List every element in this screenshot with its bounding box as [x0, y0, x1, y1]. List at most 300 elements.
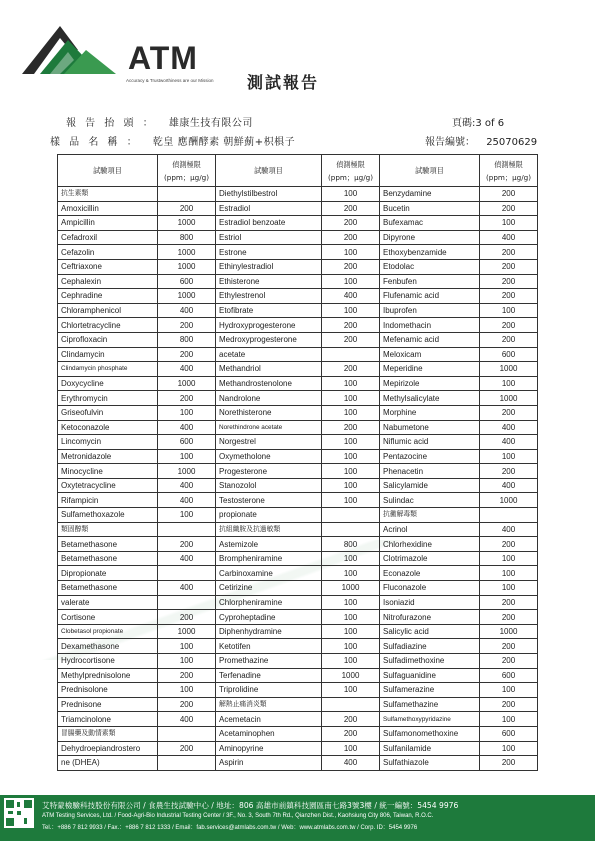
detection-limit-cell: 200 [158, 201, 216, 216]
page-value: 3 of 6 [475, 118, 505, 129]
test-item-cell: Oxytetracycline [58, 478, 158, 493]
test-item-cell: Sulfamethoxypyridazine [380, 712, 480, 727]
test-item-cell: Methylsalicylate [380, 391, 480, 406]
detection-limit-cell: 800 [322, 537, 380, 552]
table-row [58, 303, 538, 318]
detection-limit-cell: 100 [480, 303, 538, 318]
detection-limit-cell: 1000 [158, 245, 216, 260]
test-item-cell: Medroxyprogesterone [216, 332, 322, 347]
table-row [58, 318, 538, 333]
test-item-cell: Dehydroepiandrostero [58, 741, 158, 756]
test-item-cell: Sulfamonomethoxine [380, 726, 480, 741]
detection-limit-cell: 400 [480, 435, 538, 450]
detection-limit-cell: 100 [322, 405, 380, 420]
detection-limit-cell: 400 [322, 289, 380, 304]
detection-limit-cell: 100 [322, 435, 380, 450]
test-item-cell: Dipropionate [58, 566, 158, 581]
test-item-cell: Dexamethasone [58, 639, 158, 654]
detection-limit-cell: 100 [480, 449, 538, 464]
test-item-cell: Norethisterone [216, 405, 322, 420]
table-row [58, 420, 538, 435]
test-item-cell: Astemizole [216, 537, 322, 552]
test-item-cell: Testosterone [216, 493, 322, 508]
table-row [58, 216, 538, 231]
detection-limit-cell: 400 [158, 493, 216, 508]
test-item-cell: Clotrimazole [380, 551, 480, 566]
test-item-cell: Methandrostenolone [216, 376, 322, 391]
sample-name-line [50, 133, 295, 148]
detection-limit-cell: 200 [322, 712, 380, 727]
detection-limit-cell: 400 [158, 303, 216, 318]
test-item-cell: Aminopyrine [216, 741, 322, 756]
test-item-cell: Bufexamac [380, 216, 480, 231]
detection-limit-cell [322, 522, 380, 537]
test-item-cell: Salicylamide [380, 478, 480, 493]
table-row [58, 756, 538, 771]
detection-limit-cell: 600 [480, 347, 538, 362]
detection-limit-cell: 200 [480, 332, 538, 347]
detection-limit-cell: 200 [158, 318, 216, 333]
test-item-cell: Griseofulvin [58, 405, 158, 420]
table-row [58, 230, 538, 245]
detection-limit-cell: 100 [480, 712, 538, 727]
report-title-label: 報 告 抬 頭 ： [66, 118, 156, 129]
test-item-cell: Estriol [216, 230, 322, 245]
detection-limit-cell: 400 [158, 362, 216, 377]
test-item-cell: Sulfamethazine [380, 697, 480, 712]
header-test-item: 試驗項目 [58, 155, 158, 187]
table-row [58, 654, 538, 669]
detection-limit-cell: 400 [480, 478, 538, 493]
test-item-cell: Benzydamine [380, 187, 480, 202]
detection-limit-cell: 1000 [480, 624, 538, 639]
table-row [58, 508, 538, 523]
detection-limit-cell: 100 [322, 245, 380, 260]
detection-limit-cell: 600 [480, 668, 538, 683]
detection-limit-cell: 1000 [158, 464, 216, 479]
test-item-cell: Fenbufen [380, 274, 480, 289]
test-item-cell: Aspirin [216, 756, 322, 771]
test-item-cell: Norgestrel [216, 435, 322, 450]
test-item-cell: Nabumetone [380, 420, 480, 435]
test-item-cell: Indomethacin [380, 318, 480, 333]
detection-limit-cell: 200 [480, 259, 538, 274]
detection-limit-cell: 200 [480, 245, 538, 260]
test-item-cell: Fluconazole [380, 581, 480, 596]
test-item-cell: Isoniazid [380, 595, 480, 610]
table-row [58, 595, 538, 610]
detection-limit-cell: 100 [322, 683, 380, 698]
test-item-cell: Prednisone [58, 697, 158, 712]
detection-limit-cell [322, 347, 380, 362]
test-item-cell: Etodolac [380, 259, 480, 274]
results-table [57, 154, 538, 771]
footer-line-1: 艾特蒙檢驗科技股份有限公司 / 食農生技試驗中心 / 地址：806 高雄市前鎮科技園區南七路3號3樓 / 統一編號：5454 9976 [42, 801, 459, 810]
test-item-cell: Sulfadimethoxine [380, 654, 480, 669]
table-row [58, 478, 538, 493]
test-item-cell: Meloxicam [380, 347, 480, 362]
test-item-cell: Erythromycin [58, 391, 158, 406]
detection-limit-cell: 400 [480, 230, 538, 245]
detection-limit-cell [158, 726, 216, 741]
detection-limit-cell: 200 [322, 259, 380, 274]
detection-limit-cell: 200 [158, 741, 216, 756]
detection-limit-cell: 1000 [158, 259, 216, 274]
test-item-cell: Mepirizole [380, 376, 480, 391]
detection-limit-cell: 1000 [158, 376, 216, 391]
test-item-cell: propionate [216, 508, 322, 523]
table-row [58, 537, 538, 552]
detection-limit-cell: 1000 [322, 581, 380, 596]
qr-code-icon [4, 798, 34, 828]
test-item-cell: Econazole [380, 566, 480, 581]
test-item-cell: Sulindac [380, 493, 480, 508]
detection-limit-cell: 600 [158, 274, 216, 289]
detection-limit-cell: 1000 [480, 391, 538, 406]
table-row [58, 259, 538, 274]
detection-limit-cell: 800 [158, 230, 216, 245]
test-item-cell: Ethylestrenol [216, 289, 322, 304]
table-row [58, 435, 538, 450]
test-item-cell: Betamethasone [58, 581, 158, 596]
test-item-cell: Clobetasol propionate [58, 624, 158, 639]
table-row [58, 376, 538, 391]
table-row [58, 522, 538, 537]
detection-limit-cell: 200 [480, 289, 538, 304]
table-row [58, 581, 538, 596]
detection-limit-cell: 100 [322, 566, 380, 581]
detection-limit-cell: 1000 [480, 362, 538, 377]
table-row [58, 332, 538, 347]
table-row [58, 289, 538, 304]
test-item-cell: Mefenamic acid [380, 332, 480, 347]
table-row [58, 668, 538, 683]
test-item-cell: acetate [216, 347, 322, 362]
test-item-cell: Estradiol benzoate [216, 216, 322, 231]
table-row [58, 405, 538, 420]
report-number [425, 133, 537, 148]
detection-limit-cell: 100 [322, 303, 380, 318]
test-item-cell: Metronidazole [58, 449, 158, 464]
detection-limit-cell: 100 [480, 741, 538, 756]
detection-limit-cell: 400 [480, 420, 538, 435]
test-item-cell: Chlorpheniramine [216, 595, 322, 610]
test-item-cell: Cyproheptadine [216, 610, 322, 625]
detection-limit-cell: 600 [480, 726, 538, 741]
detection-limit-cell: 400 [158, 581, 216, 596]
page-number [452, 114, 504, 129]
table-row [58, 362, 538, 377]
table-row [58, 566, 538, 581]
test-item-cell: Nitrofurazone [380, 610, 480, 625]
test-item-cell: Progesterone [216, 464, 322, 479]
test-item-cell: Sulfamerazine [380, 683, 480, 698]
table-body [58, 187, 538, 771]
test-item-cell: Nandrolone [216, 391, 322, 406]
table-row [58, 201, 538, 216]
detection-limit-cell: 200 [158, 668, 216, 683]
report-no-value: 25070629 [486, 137, 538, 148]
test-item-cell: Sulfadiazine [380, 639, 480, 654]
logo-tagline: Accuracy & Trustworthiness are our Mission [126, 78, 214, 83]
detection-limit-cell: 100 [322, 551, 380, 566]
test-item-cell: Ethisterone [216, 274, 322, 289]
header-detection-limit: 偵測極限 (ppm；μg/g) [158, 155, 216, 187]
test-item-cell: 抗組織胺及抗過敏類 [216, 522, 322, 537]
header-detection-limit: 偵測極限 (ppm；μg/g) [322, 155, 380, 187]
test-item-cell: Dipyrone [380, 230, 480, 245]
test-item-cell: Rifampicin [58, 493, 158, 508]
detection-limit-cell: 100 [322, 391, 380, 406]
test-item-cell: Morphine [380, 405, 480, 420]
sample-name-label: 樣 品 名 稱 ： [50, 137, 140, 148]
detection-limit-cell: 200 [158, 610, 216, 625]
table-row [58, 493, 538, 508]
detection-limit-cell [158, 595, 216, 610]
detection-limit-cell: 100 [480, 376, 538, 391]
test-item-cell: Cephradine [58, 289, 158, 304]
test-item-cell: Triamcinolone [58, 712, 158, 727]
detection-limit-cell: 100 [322, 639, 380, 654]
detection-limit-cell: 200 [322, 726, 380, 741]
detection-limit-cell: 200 [480, 318, 538, 333]
test-item-cell: Diethylstilbestrol [216, 187, 322, 202]
table-row [58, 741, 538, 756]
detection-limit-cell [322, 508, 380, 523]
table-row [58, 610, 538, 625]
header-test-item: 試驗項目 [216, 155, 322, 187]
detection-limit-cell: 800 [158, 332, 216, 347]
table-row [58, 697, 538, 712]
test-item-cell: Cetirizine [216, 581, 322, 596]
test-item-cell: Brompheniramine [216, 551, 322, 566]
logo-wordmark: ATM [128, 40, 198, 76]
detection-limit-cell: 600 [158, 435, 216, 450]
detection-limit-cell: 400 [158, 712, 216, 727]
table-row [58, 712, 538, 727]
detection-limit-cell: 400 [158, 478, 216, 493]
test-item-cell: Estradiol [216, 201, 322, 216]
company-logo [20, 14, 220, 83]
detection-limit-cell: 200 [480, 464, 538, 479]
test-item-cell: Chlortetracycline [58, 318, 158, 333]
detection-limit-cell: 100 [322, 274, 380, 289]
detection-limit-cell: 100 [480, 581, 538, 596]
detection-limit-cell [158, 756, 216, 771]
detection-limit-cell: 100 [158, 449, 216, 464]
detection-limit-cell: 100 [158, 683, 216, 698]
test-item-cell: Ketotifen [216, 639, 322, 654]
detection-limit-cell: 200 [480, 187, 538, 202]
detection-limit-cell: 200 [322, 318, 380, 333]
detection-limit-cell: 400 [158, 551, 216, 566]
test-item-cell: ne (DHEA) [58, 756, 158, 771]
detection-limit-cell [480, 508, 538, 523]
header-detection-limit: 偵測極限 (ppm；μg/g) [480, 155, 538, 187]
detection-limit-cell: 1000 [480, 493, 538, 508]
test-item-cell: Cefazolin [58, 245, 158, 260]
test-item-cell: Bucetin [380, 201, 480, 216]
detection-limit-cell: 100 [158, 508, 216, 523]
detection-limit-cell: 200 [158, 537, 216, 552]
test-item-cell: Prednisolone [58, 683, 158, 698]
detection-limit-cell: 100 [322, 654, 380, 669]
test-item-cell: Acemetacin [216, 712, 322, 727]
test-item-cell: Terfenadine [216, 668, 322, 683]
detection-limit-cell: 100 [480, 566, 538, 581]
table-row [58, 245, 538, 260]
test-item-cell: Cephalexin [58, 274, 158, 289]
detection-limit-cell: 1000 [158, 216, 216, 231]
test-item-cell: 冒腸藥及動情素類 [58, 726, 158, 741]
test-item-cell: Stanozolol [216, 478, 322, 493]
test-item-cell: 抗生素類 [58, 187, 158, 202]
detection-limit-cell: 100 [158, 654, 216, 669]
detection-limit-cell: 200 [480, 595, 538, 610]
test-item-cell: Methylprednisolone [58, 668, 158, 683]
test-item-cell: Clindamycin phosphate [58, 362, 158, 377]
detection-limit-cell: 200 [322, 201, 380, 216]
test-item-cell: Promethazine [216, 654, 322, 669]
test-item-cell: Hydroxyprogesterone [216, 318, 322, 333]
page-label: 頁碼: [452, 118, 476, 129]
detection-limit-cell: 1000 [158, 289, 216, 304]
report-title-line [66, 114, 253, 129]
table-row [58, 639, 538, 654]
detection-limit-cell: 400 [480, 522, 538, 537]
test-item-cell: Oxymetholone [216, 449, 322, 464]
table-row [58, 624, 538, 639]
detection-limit-cell: 100 [480, 551, 538, 566]
footer-line-2: ATM Testing Services, Ltd. / Food-Agri-Bio Industrial Testing Center / 3F., No. 3, South 7th Rd., Qianzhen Dist., Kaohsiung City 806, Taiwan, R.O.C. [42, 813, 434, 819]
test-item-cell: Sulfamethoxazole [58, 508, 158, 523]
table-row [58, 274, 538, 289]
test-item-cell: Acetaminophen [216, 726, 322, 741]
test-item-cell: Meperidine [380, 362, 480, 377]
test-item-cell: Clindamycin [58, 347, 158, 362]
report-title-value: 雄康生技有限公司 [168, 118, 253, 129]
test-item-cell: Amoxicillin [58, 201, 158, 216]
detection-limit-cell: 100 [322, 741, 380, 756]
detection-limit-cell: 200 [158, 697, 216, 712]
mountain-logo-icon [20, 14, 120, 80]
detection-limit-cell: 200 [480, 639, 538, 654]
test-item-cell: Etofibrate [216, 303, 322, 318]
test-item-cell: Hydrocortisone [58, 654, 158, 669]
test-item-cell: valerate [58, 595, 158, 610]
test-item-cell: Minocycline [58, 464, 158, 479]
test-item-cell: Chloramphenicol [58, 303, 158, 318]
detection-limit-cell: 1000 [158, 624, 216, 639]
table-row [58, 391, 538, 406]
test-item-cell: Ethoxybenzamide [380, 245, 480, 260]
test-item-cell: Betamethasone [58, 537, 158, 552]
test-item-cell: Cortisone [58, 610, 158, 625]
test-item-cell: Norethindrone acetate [216, 420, 322, 435]
detection-limit-cell: 100 [322, 464, 380, 479]
table-row [58, 464, 538, 479]
test-item-cell: 解熱止痛消炎類 [216, 697, 322, 712]
test-item-cell: Chlorhexidine [380, 537, 480, 552]
test-item-cell: Diphenhydramine [216, 624, 322, 639]
detection-limit-cell: 100 [480, 216, 538, 231]
test-item-cell: 抗黴解毒類 [380, 508, 480, 523]
test-item-cell: Ketoconazole [58, 420, 158, 435]
detection-limit-cell: 200 [480, 405, 538, 420]
detection-limit-cell: 200 [322, 420, 380, 435]
detection-limit-cell: 1000 [322, 668, 380, 683]
detection-limit-cell: 100 [322, 595, 380, 610]
detection-limit-cell: 200 [480, 201, 538, 216]
test-item-cell: Lincomycin [58, 435, 158, 450]
test-item-cell: Sulfanilamide [380, 741, 480, 756]
detection-limit-cell: 200 [158, 391, 216, 406]
table-row [58, 187, 538, 202]
footer-line-3: Tel.：+886 7 812 9933 / Fax.：+886 7 812 1333 / Email：fab.services@atmlabs.com.tw / Web：www.atmlabs.com.tw / Corp. ID：5454 9976 [42, 825, 418, 831]
table-row [58, 449, 538, 464]
test-item-cell: Niflumic acid [380, 435, 480, 450]
test-item-cell: Doxycycline [58, 376, 158, 391]
test-item-cell: Ampicillin [58, 216, 158, 231]
detection-limit-cell: 100 [480, 683, 538, 698]
detection-limit-cell: 100 [322, 493, 380, 508]
detection-limit-cell: 200 [158, 347, 216, 362]
table-row [58, 726, 538, 741]
table-row [58, 683, 538, 698]
detection-limit-cell: 200 [480, 697, 538, 712]
test-item-cell: Phenacetin [380, 464, 480, 479]
detection-limit-cell: 100 [322, 449, 380, 464]
detection-limit-cell: 400 [322, 756, 380, 771]
detection-limit-cell [322, 697, 380, 712]
sample-name-value: 乾皇 應酬酵素 朝鮮薊+枳椇子 [152, 137, 296, 148]
header-test-item: 試驗項目 [380, 155, 480, 187]
detection-limit-cell [158, 522, 216, 537]
test-item-cell: Estrone [216, 245, 322, 260]
test-item-cell: Methandriol [216, 362, 322, 377]
footer [0, 795, 595, 841]
test-item-cell: Ceftriaxone [58, 259, 158, 274]
test-item-cell: 類固醇類 [58, 522, 158, 537]
detection-limit-cell: 100 [322, 478, 380, 493]
detection-limit-cell: 100 [158, 405, 216, 420]
table-header-row [58, 155, 538, 187]
test-item-cell: Sulfathiazole [380, 756, 480, 771]
detection-limit-cell: 100 [322, 187, 380, 202]
document-title: 測試報告 [247, 73, 320, 92]
test-item-cell: Carbinoxamine [216, 566, 322, 581]
test-item-cell: Betamethasone [58, 551, 158, 566]
test-item-cell: Ciprofloxacin [58, 332, 158, 347]
detection-limit-cell: 200 [322, 230, 380, 245]
detection-limit-cell: 200 [322, 216, 380, 231]
test-item-cell: Acrinol [380, 522, 480, 537]
detection-limit-cell: 200 [480, 537, 538, 552]
detection-limit-cell: 200 [322, 362, 380, 377]
detection-limit-cell: 200 [480, 274, 538, 289]
test-item-cell: Cefadroxil [58, 230, 158, 245]
test-item-cell: Ethinylestradiol [216, 259, 322, 274]
test-item-cell: Triprolidine [216, 683, 322, 698]
detection-limit-cell: 100 [322, 376, 380, 391]
report-no-label: 報告編號： [425, 137, 475, 148]
test-item-cell: Pentazocine [380, 449, 480, 464]
table-row [58, 347, 538, 362]
test-item-cell: Flufenamic acid [380, 289, 480, 304]
detection-limit-cell: 100 [158, 639, 216, 654]
detection-limit-cell: 200 [480, 756, 538, 771]
table-row [58, 551, 538, 566]
